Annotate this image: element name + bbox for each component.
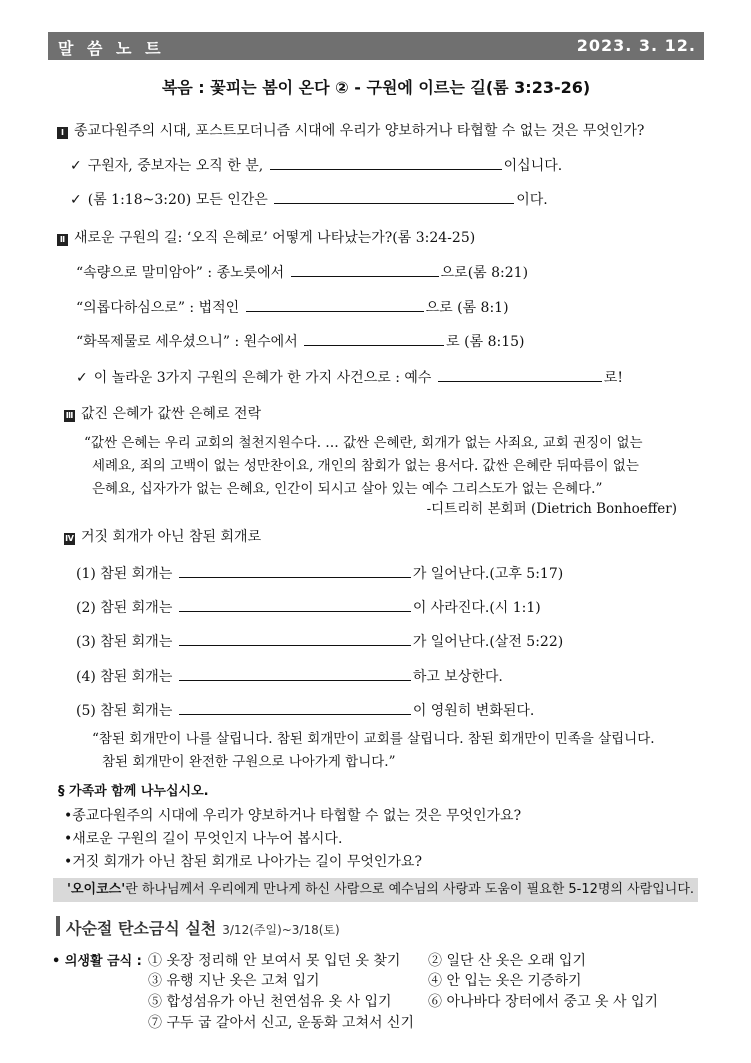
- fill-in-blank[interactable]: [304, 332, 444, 346]
- lent-heading: [56, 916, 340, 936]
- check-icon: ✓: [76, 370, 88, 386]
- oikos-definition: 란 하나님께서 우리에게 만나게 하신 사람으로 예수님의 사랑과 도움이 필요한 5-12명의 사람입니다.: [125, 882, 695, 897]
- fill-in-blank[interactable]: [179, 701, 411, 715]
- lent-item: ③ 유행 지난 옷은 고쳐 입기: [148, 973, 320, 989]
- section3-quote-line: 세례요, 죄의 고백이 없는 성만찬이요, 개인의 참회가 없는 용서다. 값싼 은혜란 뒤따름이 없는: [92, 458, 639, 474]
- fill-in-blank[interactable]: [179, 632, 411, 646]
- section4-item-4-after: 하고 보상한다.: [412, 669, 503, 685]
- section4-quote-line: “참된 회개만이 나를 살립니다. 참된 회개만이 교회를 살립니다. 참된 회개만이 민족을 살립니다.: [92, 731, 655, 747]
- section4-item-3: [76, 631, 563, 651]
- section1-item-2-after: 이다.: [516, 192, 548, 208]
- check-icon: ✓: [70, 158, 82, 174]
- fill-in-blank[interactable]: [179, 598, 411, 612]
- section2-item-3-after: 로 (롬 8:15): [446, 334, 525, 350]
- section1-item-2-before: (롬 1:18~3:20) 모든 인간은: [87, 192, 268, 208]
- lent-label-text: 의생활 금식 :: [64, 954, 142, 969]
- header-title: 말 씀 노 트: [58, 39, 165, 58]
- section2-item-1: [76, 262, 528, 282]
- family-question: •거짓 회개가 아닌 참된 회개로 나아가는 길이 무엇인가요?: [64, 854, 422, 870]
- section4-item-4: [76, 666, 503, 686]
- section1-item-1: [70, 155, 562, 175]
- section2-item-2-after: 으로 (롬 8:1): [425, 300, 509, 316]
- section2-item-3: [76, 331, 524, 351]
- header-bar: [48, 32, 704, 60]
- section4-item-5-after: 이 영원히 변화된다.: [412, 703, 535, 719]
- lent-item: ② 일단 산 옷은 오래 입기: [428, 953, 586, 969]
- section2-item-1-after: 으로(롬 8:21): [440, 265, 529, 281]
- section2-question: [57, 227, 475, 247]
- section2-summary-after: 로!: [603, 370, 624, 386]
- fill-in-blank[interactable]: [179, 667, 411, 681]
- section2-item-3-before: “화목제물로 세우셨으니” : 원수에서: [76, 334, 298, 350]
- section4-item-5: [76, 700, 534, 720]
- section2-item-1-before: “속량으로 말미암아” : 종노릇에서: [76, 265, 285, 281]
- section2-summary-before: 이 놀라운 3가지 구원의 은혜가 한 가지 사건으로 : 예수: [93, 370, 432, 386]
- section3-attribution: -디트리히 본회퍼 (Dietrich Bonhoeffer): [426, 501, 677, 517]
- fill-in-blank[interactable]: [270, 156, 502, 170]
- section3-heading-text: 값진 은혜가 값싼 은혜로 전락: [81, 406, 262, 422]
- bullet: •: [52, 954, 61, 969]
- section1-question: [57, 120, 644, 140]
- section3-quote-line: “값싼 은혜는 우리 교회의 철천지원수다. … 값싼 은혜란, 회개가 없는 사죄요, 교회 권징이 없는: [84, 435, 643, 451]
- roman-numeral-2: Ⅱ: [57, 234, 68, 246]
- section4-item-2-num: (2) 참된 회개는: [76, 600, 173, 616]
- section4-item-5-num: (5) 참된 회개는: [76, 703, 173, 719]
- check-icon: ✓: [70, 192, 82, 208]
- section1-item-1-after: 이십니다.: [503, 158, 563, 174]
- section4-item-4-num: (4) 참된 회개는: [76, 669, 173, 685]
- lent-heading-text: 사순절 탄소금식 실천: [66, 919, 217, 938]
- section3-heading: [64, 403, 261, 423]
- oikos-term: '오이코스': [67, 882, 126, 897]
- section4-item-1-num: (1) 참된 회개는: [76, 566, 173, 582]
- roman-numeral-1: Ⅰ: [57, 127, 68, 139]
- section1-item-2: [70, 189, 548, 209]
- section2-summary: [76, 367, 623, 387]
- roman-numeral-3: Ⅲ: [65, 411, 74, 420]
- lent-dates: 3/12(주일)~3/18(토): [222, 923, 340, 937]
- fill-in-blank[interactable]: [246, 298, 424, 312]
- lent-item: ⑦ 구두 굽 갈아서 신고, 운동화 고쳐서 신기: [148, 1015, 414, 1031]
- section4-item-2-after: 이 사라진다.(시 1:1): [412, 600, 541, 616]
- section2-item-2-before: “의롭다하심으로” : 법적인: [76, 300, 240, 316]
- section4-item-1: [76, 563, 563, 583]
- fill-in-blank[interactable]: [179, 564, 411, 578]
- page-title: 복음 : 꽃피는 봄이 온다 ② - 구원에 이르는 길(롬 3:23-26): [161, 78, 591, 97]
- oikos-banner: [53, 878, 698, 902]
- fill-in-blank[interactable]: [291, 263, 439, 277]
- section4-item-2: [76, 597, 541, 617]
- section4-heading-text: 거짓 회개가 아닌 참된 회개로: [81, 529, 262, 545]
- section1-question-text: 종교다원주의 시대, 포스트모더니즘 시대에 우리가 양보하거나 타협할 수 없는 것은 무엇인가?: [74, 123, 645, 139]
- section4-heading: [64, 526, 261, 546]
- section2-item-2: [76, 297, 509, 317]
- lent-label: [52, 950, 142, 969]
- section2-question-text: 새로운 구원의 길: ‘오직 은혜로’ 어떻게 나타났는가?(롬 3:24-25): [74, 230, 476, 246]
- lent-item: ① 옷장 정리해 안 보여서 못 입던 옷 찾기: [148, 953, 401, 969]
- section3-quote-line: 은혜요, 십자가가 없는 은혜요, 인간이 되시고 살아 있는 예수 그리스도가 없는 은혜다.”: [92, 481, 603, 497]
- fill-in-blank[interactable]: [274, 190, 514, 204]
- roman-numeral-4: Ⅳ: [65, 534, 74, 543]
- lent-item: ④ 안 입는 옷은 기증하기: [428, 973, 582, 989]
- section4-item-3-num: (3) 참된 회개는: [76, 634, 173, 650]
- section4-quote-line: 참된 회개만이 완전한 구원으로 나아가게 합니다.”: [102, 754, 396, 770]
- fill-in-blank[interactable]: [438, 368, 602, 382]
- family-heading: § 가족과 함께 나누십시오.: [58, 784, 209, 799]
- section1-item-1-before: 구원자, 중보자는 오직 한 분,: [87, 158, 264, 174]
- header-date: 2023. 3. 12.: [576, 36, 696, 55]
- section4-item-3-after: 가 일어난다.(살전 5:22): [412, 634, 564, 650]
- family-question: •새로운 구원의 길이 무엇인지 나누어 봅시다.: [64, 831, 343, 847]
- section4-item-1-after: 가 일어난다.(고후 5:17): [412, 566, 564, 582]
- family-question: •종교다원주의 시대에 우리가 양보하거나 타협할 수 없는 것은 무엇인가요?: [64, 808, 522, 824]
- lent-item: ⑥ 아나바다 장터에서 중고 옷 사 입기: [428, 994, 659, 1010]
- lent-item: ⑤ 합성섬유가 아닌 천연섬유 옷 사 입기: [148, 994, 392, 1010]
